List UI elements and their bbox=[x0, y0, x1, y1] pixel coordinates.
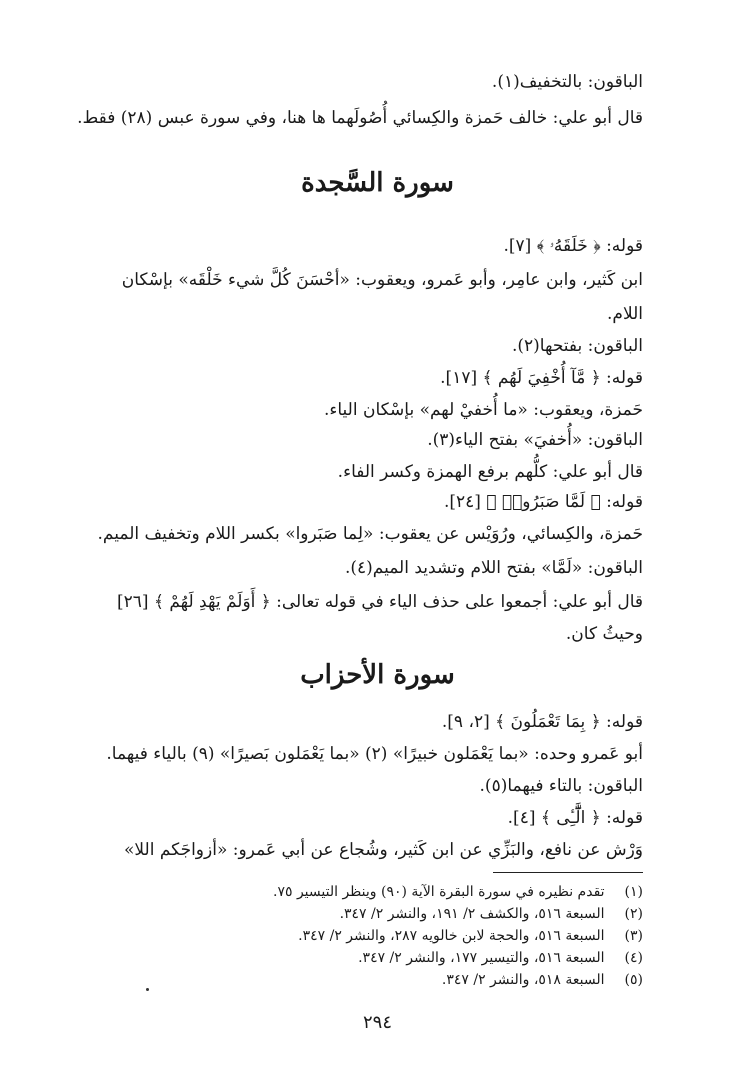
text-line: قوله: ﴿ الَّٰٓـِٔى ﴾ [٤]. bbox=[507, 808, 643, 828]
surah-heading-ahzab: سورة الأحزاب bbox=[300, 660, 455, 690]
footnote-number: (١) bbox=[624, 884, 643, 900]
text-line: أبو عَمرو وحده: «بما يَعْمَلون خبيرًا» (٢) «بما يَعْمَلون بَصيرًا» (٩) بالياء فيهما. bbox=[106, 744, 643, 764]
text-line: قوله: ﴿ لَمَّا صَبَرُوا۟ ﴾ [٢٤]. bbox=[443, 492, 643, 512]
text-line: اللام. bbox=[607, 304, 643, 324]
text-line: الباقون: «لَمَّا» بفتح اللام وتشديد الميم(٤). bbox=[344, 558, 643, 578]
footnote bbox=[60, 970, 643, 990]
footnote bbox=[60, 882, 643, 902]
footnote bbox=[60, 904, 643, 924]
text-line: حَمزة، والكِسائي، ورُوَيْس عن يعقوب: «لِما صَبَروا» بكسر اللام وتخفيف الميم. bbox=[97, 524, 643, 544]
footnote bbox=[60, 926, 643, 946]
footnote bbox=[60, 948, 643, 968]
text-line: وحيثُ كان. bbox=[565, 624, 643, 644]
text-line: حَمزة، ويعقوب: «ما أُخفيْ لهم» بإسْكان الياء. bbox=[323, 400, 643, 420]
footnote-number: (٢) bbox=[624, 906, 643, 922]
footnote-text: السبعة ٥١٦، والتيسير ١٧٧، والنشر ٢/ ٣٤٧. bbox=[358, 950, 605, 966]
surah-heading-sajda: سورة السَّجدة bbox=[301, 168, 454, 198]
footnote-number: (٣) bbox=[624, 928, 643, 944]
footnote-text: السبعة ٥١٨، والنشر ٢/ ٣٤٧. bbox=[441, 972, 605, 988]
footnote-text: تقدم نظيره في سورة البقرة الآية (٩٠) وينظر التيسير ٧٥. bbox=[273, 884, 605, 900]
footnote-text: السبعة ٥١٦، والكشف ٢/ ١٩١، والنشر ٢/ ٣٤٧. bbox=[339, 906, 605, 922]
text-line: قوله: ﴿ خَلَقَهُۥ ﴾ [٧]. bbox=[503, 236, 643, 256]
footnote-text: السبعة ٥١٦، والحجة لابن خالويه ٢٨٧، والنشر ٢/ ٣٤٧. bbox=[298, 928, 605, 944]
text-line: قال أبو علي: خالف حَمزة والكِسائي أُصُولَهما ها هنا، وفي سورة عبس (٢٨) فقط. bbox=[77, 108, 643, 128]
text-line: وَرْش عن نافع، والبَزِّي عن ابن كَثير، وشُجاع عن أبي عَمرو: «أزواجَكم اللا» bbox=[124, 840, 643, 860]
text-line: قوله: ﴿ مَّآ أُخْفِيَ لَهُم ﴾ [١٧]. bbox=[440, 368, 643, 388]
text-line: قوله: ﴿ بِمَا تَعْمَلُونَ ﴾ [٢، ٩]. bbox=[441, 712, 643, 732]
text-line: ابن كَثير، وابن عامِر، وأبو عَمرو، ويعقوب: «أحْسَنَ كُلَّ شيء خَلْقَه» بإسْكان bbox=[121, 270, 643, 290]
text-line: قال أبو علي: أجمعوا على حذف الياء في قوله تعالى: ﴿ أَوَلَمْ يَهْدِ لَهُمْ ﴾ [٢٦] bbox=[117, 592, 643, 612]
page-number: ٢٩٤ bbox=[362, 1012, 392, 1033]
text-line: الباقون: بالتخفيف(١). bbox=[491, 72, 643, 92]
footnote-number: (٤) bbox=[624, 950, 643, 966]
footnote-number: (٥) bbox=[624, 972, 643, 988]
text-line: الباقون: «أُخفيَ» بفتح الياء(٣). bbox=[427, 430, 643, 450]
footnote-rule bbox=[493, 872, 643, 873]
text-line: قال أبو علي: كلُّهم برفع الهمزة وكسر الفاء. bbox=[337, 462, 643, 482]
ink-dot bbox=[146, 988, 149, 991]
text-line: الباقون: بالتاء فيهما(٥). bbox=[479, 776, 643, 796]
text-line: الباقون: بفتحها(٢). bbox=[511, 336, 643, 356]
